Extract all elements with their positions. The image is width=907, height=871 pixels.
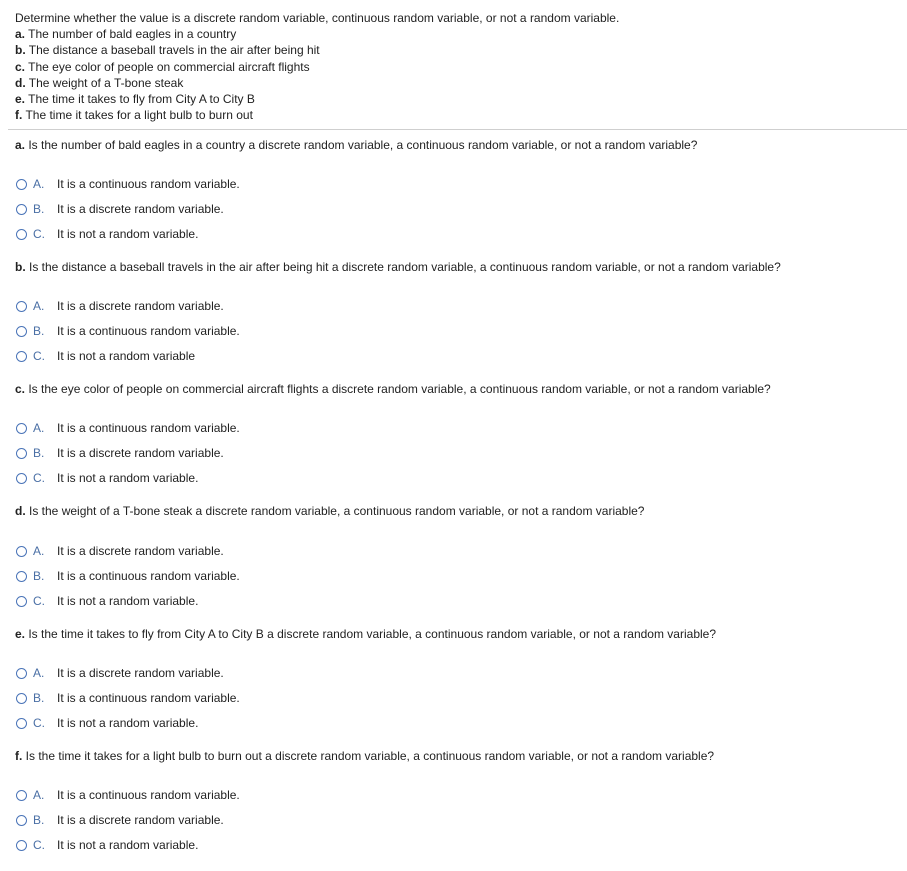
question-letter: c. — [15, 382, 26, 396]
intro-item-b — [15, 42, 895, 58]
option-letter: B. — [33, 324, 45, 338]
option-text: It is a continuous random variable. — [57, 421, 240, 435]
question-letter: f. — [15, 749, 23, 763]
question-text: Is the number of bald eagles in a country a discrete random variable, a continuous random variable, or not a random variable? — [25, 138, 698, 152]
question-e-option-c[interactable] — [16, 715, 198, 731]
question-f-option-c[interactable] — [16, 837, 198, 853]
option-letter: C. — [33, 716, 45, 730]
question-a-option-c[interactable] — [16, 226, 198, 242]
radio-button[interactable] — [16, 301, 27, 312]
problem-prompt: Determine whether the value is a discrete random variable, continuous random variable, or not a random variable. — [15, 11, 620, 25]
question-b-option-c[interactable] — [16, 348, 195, 364]
question-text: Is the time it takes to fly from City A to City B a discrete random variable, a continuous random variable, or not a random variable? — [25, 627, 717, 641]
question-letter: d. — [15, 504, 26, 518]
option-text: It is a continuous random variable. — [57, 788, 240, 802]
option-letter: B. — [33, 446, 45, 460]
option-text: It is a discrete random variable. — [57, 446, 224, 460]
intro-item-text: The eye color of people on commercial aircraft flights — [25, 59, 310, 74]
intro-item-c — [15, 59, 895, 75]
radio-button[interactable] — [16, 326, 27, 337]
option-letter: A. — [33, 544, 45, 558]
radio-button[interactable] — [16, 229, 27, 240]
option-letter: C. — [33, 594, 45, 608]
option-text: It is not a random variable. — [57, 594, 199, 608]
option-letter: B. — [33, 202, 45, 216]
option-text: It is a discrete random variable. — [57, 202, 224, 216]
option-text: It is a discrete random variable. — [57, 299, 224, 313]
intro-item-e — [15, 91, 895, 107]
radio-button[interactable] — [16, 668, 27, 679]
option-text: It is not a random variable — [57, 349, 196, 363]
question-text: Is the distance a baseball travels in the air after being hit a discrete random variable, a continuous random variable, or not a random variable? — [25, 260, 781, 274]
intro-item-letter: f. — [15, 108, 23, 123]
intro-item-text: The distance a baseball travels in the air after being hit — [25, 43, 320, 58]
option-letter: C. — [33, 471, 45, 485]
option-text: It is not a random variable. — [57, 471, 199, 485]
intro-item-letter: a. — [15, 27, 26, 42]
question-text: Is the eye color of people on commercial aircraft flights a discrete random variable, a continuous random variable, or not a random variable? — [25, 382, 771, 396]
option-text: It is a continuous random variable. — [57, 177, 240, 191]
question-b-option-a[interactable] — [16, 298, 224, 314]
radio-button[interactable] — [16, 718, 27, 729]
question-f-option-a[interactable] — [16, 787, 240, 803]
intro-item-f — [15, 107, 895, 123]
question-d-option-c[interactable] — [16, 593, 198, 609]
question-d-option-a[interactable] — [16, 543, 224, 559]
question-c-option-c[interactable] — [16, 470, 198, 486]
option-letter: B. — [33, 691, 45, 705]
intro-item-text: The time it takes for a light bulb to burn out — [22, 108, 253, 123]
option-text: It is a continuous random variable. — [57, 569, 240, 583]
intro-item-d — [15, 75, 895, 91]
question-c-option-b[interactable] — [16, 445, 224, 461]
option-text: It is a discrete random variable. — [57, 544, 224, 558]
question-text: Is the time it takes for a light bulb to burn out a discrete random variable, a continuous random variable, or not a random variable? — [22, 749, 715, 763]
option-text: It is not a random variable. — [57, 838, 199, 852]
question-f — [15, 748, 714, 764]
option-letter: A. — [33, 177, 45, 191]
radio-button[interactable] — [16, 423, 27, 434]
question-f-option-b[interactable] — [16, 812, 224, 828]
intro-item-text: The number of bald eagles in a country — [25, 27, 237, 42]
radio-button[interactable] — [16, 596, 27, 607]
option-letter: A. — [33, 421, 45, 435]
radio-button[interactable] — [16, 546, 27, 557]
question-letter: e. — [15, 627, 26, 641]
option-letter: A. — [33, 299, 45, 313]
option-letter: C. — [33, 838, 45, 852]
intro-item-text: The weight of a T-bone steak — [25, 75, 184, 90]
radio-button[interactable] — [16, 571, 27, 582]
question-b-option-b[interactable] — [16, 323, 240, 339]
radio-button[interactable] — [16, 473, 27, 484]
radio-button[interactable] — [16, 351, 27, 362]
question-c — [15, 381, 771, 397]
option-letter: A. — [33, 788, 45, 802]
intro-item-letter: e. — [15, 91, 26, 106]
option-text: It is not a random variable. — [57, 227, 199, 241]
option-text: It is a continuous random variable. — [57, 324, 240, 338]
option-text: It is a discrete random variable. — [57, 813, 224, 827]
question-e-option-a[interactable] — [16, 665, 224, 681]
question-d-option-b[interactable] — [16, 568, 240, 584]
intro-item-text: The time it takes to fly from City A to City B — [25, 91, 255, 106]
option-letter: A. — [33, 666, 45, 680]
intro-item-letter: c. — [15, 59, 26, 74]
option-letter: B. — [33, 813, 45, 827]
radio-button[interactable] — [16, 840, 27, 851]
radio-button[interactable] — [16, 179, 27, 190]
radio-button[interactable] — [16, 815, 27, 826]
question-text: Is the weight of a T-bone steak a discrete random variable, a continuous random variable, or not a random variable? — [25, 504, 645, 518]
question-a-option-b[interactable] — [16, 201, 224, 217]
question-a-option-a[interactable] — [16, 176, 240, 192]
option-letter: B. — [33, 569, 45, 583]
problem-statement — [15, 10, 895, 123]
radio-button[interactable] — [16, 204, 27, 215]
option-text: It is not a random variable. — [57, 716, 199, 730]
section-divider — [8, 129, 907, 130]
intro-item-letter: b. — [15, 43, 26, 58]
option-letter: C. — [33, 227, 45, 241]
option-letter: C. — [33, 349, 45, 363]
option-text: It is a discrete random variable. — [57, 666, 224, 680]
question-d — [15, 503, 644, 519]
question-e — [15, 626, 716, 642]
radio-button[interactable] — [16, 790, 27, 801]
question-e-option-b[interactable] — [16, 690, 240, 706]
question-c-option-a[interactable] — [16, 420, 240, 436]
option-text: It is a continuous random variable. — [57, 691, 240, 705]
question-letter: a. — [15, 138, 26, 152]
question-letter: b. — [15, 260, 26, 274]
radio-button[interactable] — [16, 693, 27, 704]
intro-item-letter: d. — [15, 75, 26, 90]
radio-button[interactable] — [16, 448, 27, 459]
intro-item-a — [15, 26, 895, 42]
question-a — [15, 137, 697, 153]
question-b — [15, 259, 781, 275]
